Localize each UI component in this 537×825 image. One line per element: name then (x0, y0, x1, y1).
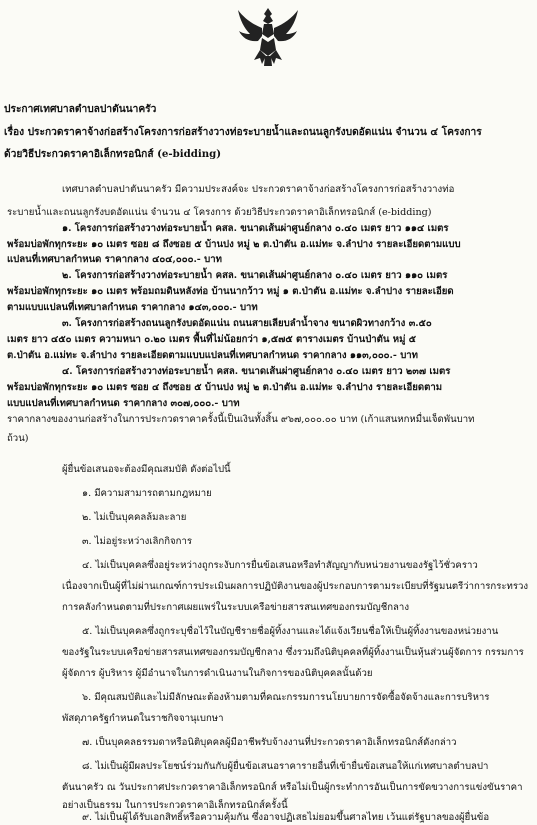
project-1-line-1: ๑. โครงการก่อสร้างวางท่อระบายน้ำ คสล. ขนาดเส้นผ่าศูนย์กลาง ๐.๔๐ เมตร ยาว ๑๑๔ เมตร (62, 223, 449, 234)
qualification-5-line-1: ๕. ไม่เป็นบุคคลซึ่งถูกระบุชื่อไว้ในบัญชีรายชื่อผู้ทิ้งงานและได้แจ้งเวียนชื่อให้เป็นผู้ทิ้งงานของหน่วยงาน (82, 626, 499, 637)
subject-line-1: เรื่อง ประกวดราคาจ้างก่อสร้างโครงการก่อสร้างวางท่อระบายน้ำและถนนลูกรังบดอัดแน่น จำนวน ๔ โครงการ (4, 126, 482, 138)
garuda-emblem-icon (236, 6, 300, 68)
project-3-line-2: เมตร ยาว ๔๕๐ เมตร ความหนา ๐.๒๐ เมตร พื้นที่ไม่น้อยกว่า ๑,๕๗๕ ตารางเมตร บ้านป่าตัน หมู่ ๕ (7, 334, 417, 345)
intro-line-1: เทศบาลตำบลปาตันนาครัว มีความประสงค์จะ ประกวดราคาจ้างก่อสร้างโครงการก่อสร้างวางท่อ (62, 184, 455, 195)
qualification-8-line-1: ๘. ไม่เป็นผู้มีผลประโยชน์ร่วมกันกับผู้ยื่นข้อเสนอราคารายอื่นที่เข้ายื่นข้อเสนอให้แก่เทศบาลตำบลปา (82, 761, 489, 772)
total-line-2: ถ้วน) (7, 433, 29, 444)
agency-title: ประกาศเทศบาลตำบลปาตันนาครัว (4, 103, 157, 115)
qualification-8-line-3: อย่างเป็นธรรม ในการประกวดราคาอิเล็กทรอนิกส์ครั้งนี้ (62, 800, 288, 811)
project-3-line-1: ๓. โครงการก่อสร้างถนนลูกรังบดอัดแน่น ถนนสายเลียบลำน้ำจาง ขนาดผิวทางกว้าง ๓.๕๐ (62, 318, 432, 329)
intro-line-2: ระบายน้ำและถนนลูกรังบดอัดแน่น จำนวน ๔ โครงการ ด้วยวิธีประกวดราคาอิเล็กทรอนิกส์ (e-bidding) (7, 207, 432, 218)
qualification-4-line-2: เนื่องจากเป็นผู้ที่ไม่ผ่านเกณฑ์การประเมินผลการปฏิบัติงานของผู้ประกอบการตามระเบียบที่รัฐมนตรีว่าการกระทรวง (62, 581, 529, 592)
qualification-7: ๗. เป็นบุคคลธรรมดาหรือนิติบุคคลผู้มีอาชีพรับจ้างงานที่ประกวดราคาอิเล็กทรอนิกส์ดังกล่าว (82, 737, 457, 748)
project-3-line-3: ต.ป่าตัน อ.แม่ทะ จ.ลำปาง รายละเอียดตามแบบแปลนที่เทศบาลกำหนด ราคากลาง ๑๑๓,๐๐๐.- บาท (7, 350, 419, 361)
project-4-line-3: แบบแปลนที่เทศบาลกำหนด ราคากลาง ๓๐๗,๐๐๐.- บาท (7, 398, 240, 409)
qualification-5-line-3: ผู้จัดการ ผู้บริหาร ผู้มีอำนาจในการดำเนินงานในกิจการของนิติบุคคลนั้นด้วย (62, 668, 373, 679)
project-2-line-3: ตามแบบแปลนที่เทศบาลกำหนด ราคากลาง ๑๔๓,๐๐๐.- บาท (7, 302, 258, 313)
project-1-line-3: แปลนที่เทศบาลกำหนด ราคากลาง ๔๐๔,๐๐๐.- บาท (7, 254, 222, 265)
qualification-6-line-2: พัสดุภาครัฐกำหนดในราชกิจจานุเบกษา (62, 713, 224, 724)
qualification-5-line-2: ของรัฐในระบบเครือข่ายสารสนเทศของกรมบัญชีกลาง ซึ่งรวมถึงนิติบุคคลที่ผู้ทิ้งงานเป็นหุ้นส่วนผู้จัดการ กรรมการ (62, 647, 524, 658)
project-2-line-2: พร้อมบ่อพักทุกระยะ ๑๐ เมตร พร้อมถมดินหลังท่อ บ้านนากว้าว หมู่ ๑ ต.ป่าตัน อ.แม่ทะ จ.ลำปาง รายละเอียด (7, 286, 454, 297)
qualification-6-line-1: ๖. มีคุณสมบัติและไม่มีลักษณะต้องห้ามตามที่คณะกรรมการนโยบายการจัดซื้อจัดจ้างและการบริหาร (82, 692, 490, 703)
subject-line-2: ด้วยวิธีประกวดราคาอิเล็กทรอนิกส์ (e-bidding) (4, 148, 222, 160)
qualification-4-line-3: การคลังกำหนดตามที่ประกาศเผยแพร่ในระบบเครือข่ายสารสนเทศของกรมบัญชีกลาง (62, 602, 410, 613)
total-line-1: ราคากลางของงานก่อสร้างในการประกวดราคาครั้งนี้เป็นเงินทั้งสิ้น ๙๖๗,๐๐๐.๐๐ บาท (เก้าแสนหกหมื่นเจ็ดพันบาท (7, 414, 475, 425)
qualification-3: ๓. ไม่อยู่ระหว่างเลิกกิจการ (82, 536, 193, 547)
qualification-4-line-1: ๔. ไม่เป็นบุคคลซึ่งอยู่ระหว่างถูกระงับการยื่นข้อเสนอหรือทำสัญญากับหน่วยงานของรัฐไว้ชั่วคราว (82, 560, 478, 571)
project-4-line-1: ๔. โครงการก่อสร้างวางท่อระบายน้ำ คสล. ขนาดเส้นผ่าศูนย์กลาง ๐.๔๐ เมตร ยาว ๒๓๗ เมตร (62, 366, 451, 377)
qualification-2: ๒. ไม่เป็นบุคคลล้มละลาย (82, 512, 187, 523)
qualifications-heading: ผู้ยื่นข้อเสนอจะต้องมีคุณสมบัติ ดังต่อไปนี้ (62, 464, 231, 475)
qualification-1: ๑. มีความสามารถตามกฎหมาย (82, 488, 212, 499)
qualification-8-line-2: ตันนาครัว ณ วันประกาศประกวดราคาอิเล็กทรอนิกส์ หรือไม่เป็นผู้กระทำการอันเป็นการขัดขวางการแข่งขันราคา (62, 782, 523, 793)
qualification-9-line-1: ๙. ไม่เป็นผู้ได้รับเอกสิทธิ์หรือความคุ้มกัน ซึ่งอาจปฏิเสธไม่ยอมขึ้นศาลไทย เว้นแต่รัฐบาลของผู้ยื่นข้อ (82, 812, 490, 823)
project-4-line-2: พร้อมบ่อพักทุกระยะ ๑๐ เมตร ซอย ๔ ถึงซอย ๕ บ้านปง หมู่ ๒ ต.ป่าตัน อ.แม่ทะ จ.ลำปาง รายละเอียดตาม (7, 382, 443, 393)
project-1-line-2: พร้อมบ่อพักทุกระยะ ๑๐ เมตร ซอย ๘ ถึงซอย ๕ บ้านปง หมู่ ๒ ต.ป่าตัน อ.แม่ทะ จ.ลำปาง รายละเอียดตามแบบ (7, 239, 461, 250)
project-2-line-1: ๒. โครงการก่อสร้างวางท่อระบายน้ำ คสล. ขนาดเส้นผ่าศูนย์กลาง ๐.๔๐ เมตร ยาว ๑๑๐ เมตร (62, 270, 448, 281)
